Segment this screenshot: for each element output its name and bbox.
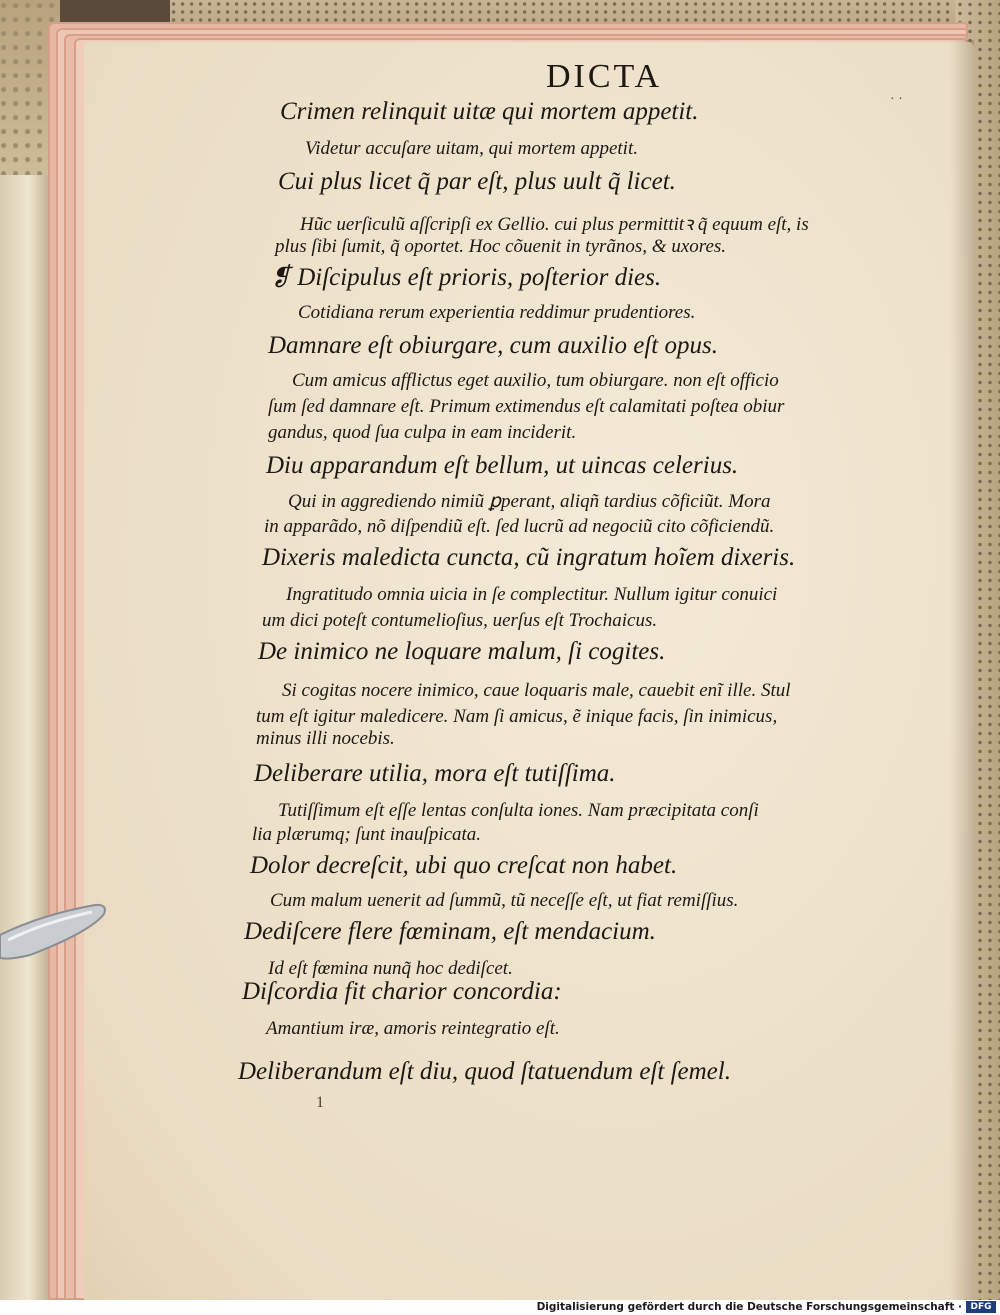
running-head: DICTA [546, 58, 663, 95]
entry-gloss: in apparãdo, nõ diſpendiũ eſt. ſed lucrũ ad negociũ cito cõficiendũ. [264, 516, 775, 537]
entry-lemma: Crimen relinquit uitæ qui mortem appetit. [280, 98, 699, 125]
entry-lemma: Diſcordia fit charior concordia: [242, 978, 562, 1005]
entry-lemma: ❡ Diſcipulus eſt prioris, poſterior dies. [270, 264, 662, 291]
entry-gloss: Hũc uerſiculũ aſſcripſi ex Gellio. cui plus permittitꝛ q̃ equum eſt, is [300, 214, 809, 235]
entry-gloss: lia plærumq; ſunt inauſpicata. [252, 824, 482, 845]
entry-lemma: Deliberare utilia, mora eſt tutiſſima. [254, 760, 616, 787]
entry-gloss: plus ſibi ſumit, q̃ oportet. Hoc cõuenit in tyrãnos, & uxores. [275, 236, 727, 257]
entry-lemma: Dolor decreſcit, ubi quo creſcat non habet. [250, 852, 678, 879]
entry-gloss: Amantium iræ, amoris reintegratio eſt. [266, 1018, 560, 1039]
entry-gloss: Videtur accuſare uitam, qui mortem appetit. [305, 138, 638, 159]
entry-gloss: Ingratitudo omnia uicia in ſe complectitur. Nullum igitur conuici [286, 584, 778, 605]
entry-gloss: Cum malum uenerit ad ſummũ, tũ neceſſe eſt, ut fiat remiſſius. [270, 890, 739, 911]
footer-bar [0, 1300, 1000, 1315]
entry-gloss: tum eſt igitur maledicere. Nam ſi amicus, ẽ inique facis, ſin inimicus, [256, 706, 778, 727]
entry-lemma: Deliberandum eſt diu, quod ſtatuendum eſt ſemel. [238, 1058, 731, 1085]
entry-gloss: Id eſt fœmina nunq̃ hoc dediſcet. [268, 958, 513, 979]
entry-gloss: gandus, quod ſua culpa in eam inciderit. [268, 422, 577, 443]
footer-credit: Digitalisierung gefördert durch die Deutsche Forschungsgemeinschaft · [536, 1301, 962, 1313]
entry-lemma: Cui plus licet q̃ par eſt, plus uult q̃ licet. [278, 168, 676, 195]
signature-mark: 1 [316, 1094, 324, 1111]
entry-gloss: Si cogitas nocere inimico, caue loquaris male, cauebit enĩ ille. Stul [282, 680, 791, 701]
entry-lemma: Damnare eſt obiurgare, cum auxilio eſt opus. [268, 332, 718, 359]
entry-lemma: De inimico ne loquare malum, ſi cogites. [258, 638, 666, 665]
entry-gloss: Qui in aggrediendo nimiũ ꝑperant, aliqñ tardius cõficiũt. Mora [288, 491, 771, 512]
entry-gloss: um dici poteſt contumelioſius, uerſus eſt Trochaicus. [262, 610, 658, 631]
margin-mark: · · [890, 92, 903, 107]
dfg-logo-icon: DFG [966, 1301, 996, 1313]
entry-gloss: minus illi nocebis. [256, 728, 395, 749]
entry-lemma: Dediſcere flere fœminam, eſt mendacium. [244, 918, 656, 945]
entry-gloss: Tutiſſimum eſt eſſe lentas conſulta iones. Nam præcipitata conſi [278, 800, 759, 821]
entry-lemma: Diu apparandum eſt bellum, ut uincas celerius. [266, 452, 739, 479]
entry-gloss: Cotidiana rerum experientia reddimur prudentiores. [298, 302, 696, 323]
entry-gloss: ſum ſed damnare eſt. Primum extimendus eſt calamitati poſtea obiur [268, 396, 785, 417]
entry-lemma: Dixeris maledicta cuncta, cũ ingratum hoĩem dixeris. [262, 544, 796, 571]
entry-gloss: Cum amicus afflictus eget auxilio, tum obiurgare. non eſt officio [292, 370, 779, 391]
